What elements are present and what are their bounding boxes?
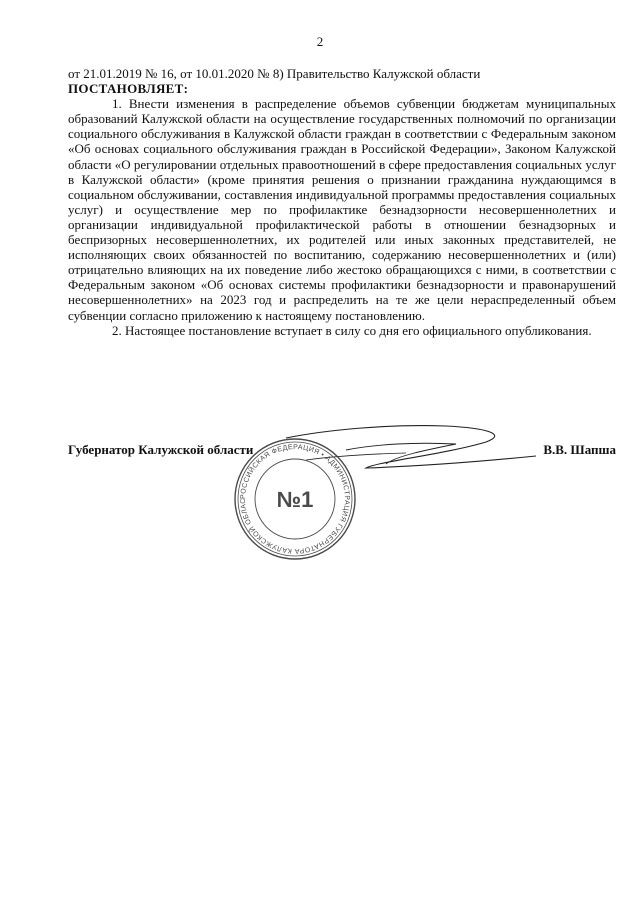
signatory-name: В.В. Шапша xyxy=(543,442,616,457)
paragraph-item-2: 2. Настоящее постановление вступает в силу со дня его официального опубликования. xyxy=(112,322,592,338)
signatory-title: Губернатор Калужской области xyxy=(68,442,254,457)
document-body xyxy=(68,66,616,338)
page-number: 2 xyxy=(316,34,324,49)
stamp-number: №1 xyxy=(276,487,314,512)
official-stamp xyxy=(233,437,357,561)
stamp-ring-text: РОССИЙСКАЯ ФЕДЕРАЦИЯ • АДМИНИСТРАЦИЯ ГУБЕРНАТОРА КАЛУЖСКОЙ ОБЛАС xyxy=(239,443,351,555)
paragraph-item-1: 1. Внести изменения в распределение объемов субвенции бюджетам муниципальных образований Калужской области на осуществление государственных полномочий по организации социального обслуживания в Калужской области граждан в соответствии с Федеральным законом «Об основах социального обслуживания граждан в Российской Федерации», Законом Калужской области «О регулировании отдельных правоотношений в сфере предоставления социальных услуг в Калужской области» (кроме принятия решения о признании гражданина нуждающимся в социальном обслуживании, составления индивидуальной программы предоставления социальных услуг) и осуществление мер по профилактике безнадзорности несовершеннолетних и организации индивидуальной профилактической работы в отношении безнадзорных и беспризорных несовершеннолетних, их родителей или иных законных представителей, не исполняющих своих обязанностей по воспитанию, содержанию несовершеннолетних и (или) отрицательно влияющих на их поведение либо жестоко обращающихся с ними, в соответствии с Федеральным законом «Об основах системы профилактики безнадзорности и правонарушений несовершеннолетних» на 2023 год и распределить на те же цели нераспределенный объем субвенции согласно приложению к настоящему постановлению. xyxy=(68,96,616,323)
paragraph-intro: от 21.01.2019 № 16, от 10.01.2020 № 8) Правительство Калужской области xyxy=(68,66,481,81)
decree-word: ПОСТАНОВЛЯЕТ: xyxy=(68,81,189,97)
